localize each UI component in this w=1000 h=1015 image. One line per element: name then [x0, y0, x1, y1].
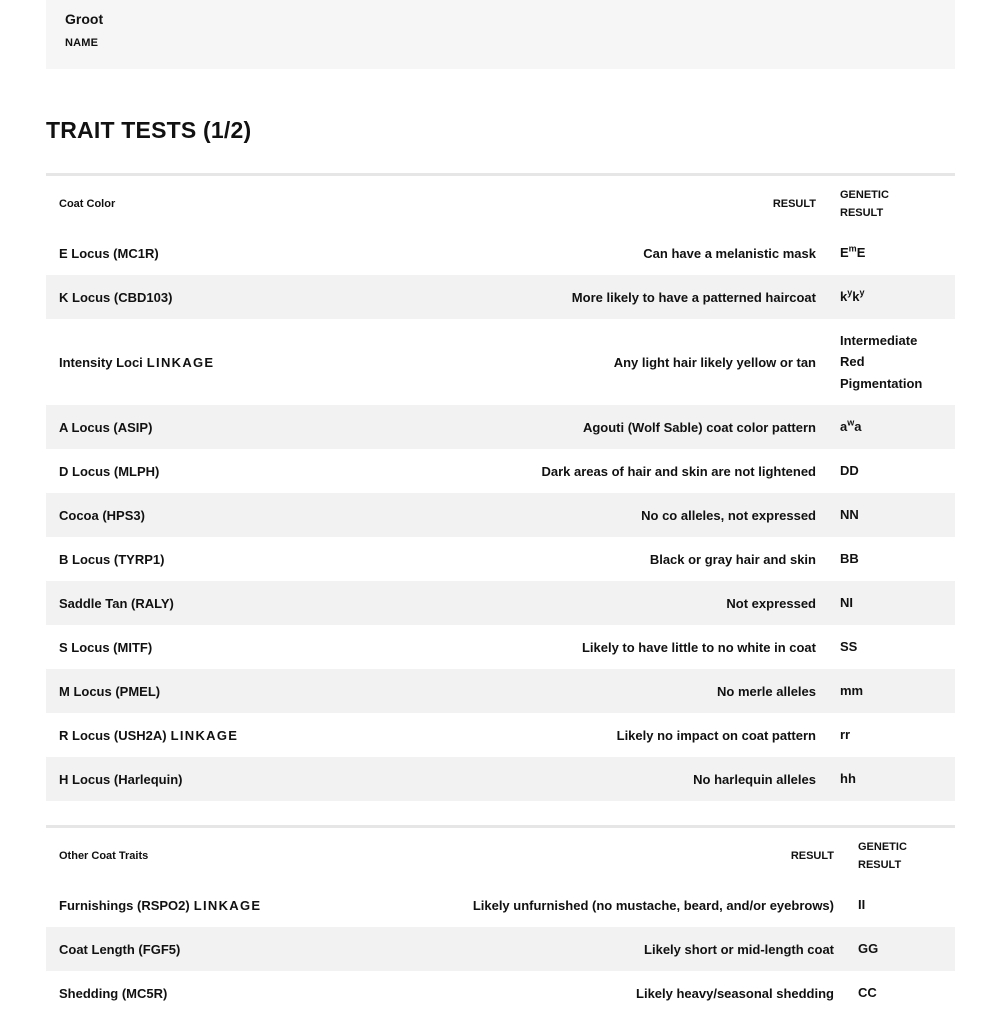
table-row [46, 231, 955, 275]
trait-result: No harlequin alleles [693, 771, 816, 787]
trait-name: K Locus (CBD103) [59, 289, 173, 305]
table-row [46, 757, 955, 801]
genetic-result: CC [858, 985, 877, 1001]
trait-result: Likely to have little to no white in coat [581, 639, 816, 655]
trait-result: Not expressed [726, 595, 816, 611]
linkage-tag: LINKAGE [193, 897, 262, 913]
trait-result: Likely short or mid-length coat [644, 941, 834, 957]
genetic-result: DD [840, 463, 859, 479]
genetic-header-line2: RESULT [858, 858, 902, 871]
trait-name: D Locus (MLPH) [59, 463, 160, 479]
genetic-result: SS [840, 639, 858, 655]
trait-name: E Locus (MC1R) [59, 245, 159, 261]
trait-name: Cocoa (HPS3) [59, 507, 145, 523]
trait-name: Shedding (MC5R) [59, 985, 168, 1001]
table-row [46, 319, 955, 405]
genetic-result: $E^mE$ [840, 243, 866, 261]
trait-name: Saddle Tan (RALY) [59, 595, 174, 611]
section-title: TRAIT TESTS (1/2) [46, 117, 252, 143]
genetic-header-line2: RESULT [840, 206, 884, 219]
genetic-result: II [858, 897, 866, 913]
trait-result: Can have a melanistic mask [643, 245, 816, 261]
dog-name-card [46, 0, 955, 69]
genetic-header-line1: GENETIC [858, 840, 907, 853]
table-row [46, 449, 955, 493]
trait-result: Likely heavy/seasonal shedding [636, 985, 834, 1001]
table-row [46, 883, 955, 927]
table-row [46, 581, 955, 625]
genetic-header-line1: GENETIC [840, 188, 889, 201]
linkage-tag: LINKAGE [146, 354, 215, 370]
genetic-result: Intermediate Red Pigmentation [840, 332, 923, 391]
table-row [46, 275, 955, 319]
table-header-row [46, 827, 955, 884]
trait-name: Furnishings (RSPO2) LINKAGE [59, 897, 262, 913]
trait-result: Black or gray hair and skin [649, 551, 816, 567]
table-header-row [46, 175, 955, 232]
linkage-tag: LINKAGE [170, 727, 239, 743]
table-row [46, 669, 955, 713]
trait-result: No co alleles, not expressed [641, 507, 816, 523]
trait-name: Intensity Loci LINKAGE [59, 354, 215, 370]
genetic-result: rr [840, 727, 851, 743]
trait-name: S Locus (MITF) [59, 639, 153, 655]
other-coat-traits-table [46, 825, 955, 1015]
trait-result: Likely unfurnished (no mustache, beard, and/or eyebrows) [472, 897, 834, 913]
result-header: RESULT [790, 849, 834, 862]
genetic-result: $a^wa$ [840, 417, 862, 435]
trait-result: Agouti (Wolf Sable) coat color pattern [582, 419, 816, 435]
genetic-result: mm [840, 683, 864, 699]
table-row [46, 971, 955, 1015]
table-row [46, 927, 955, 971]
table-row [46, 625, 955, 669]
table-row [46, 713, 955, 757]
trait-name: M Locus (PMEL) [59, 683, 161, 699]
genetic-result: GG [858, 941, 879, 957]
genetic-result: NI [840, 595, 853, 611]
trait-result: More likely to have a patterned haircoat [571, 289, 816, 305]
trait-result: Dark areas of hair and skin are not lightened [541, 463, 816, 479]
trait-name: B Locus (TYRP1) [59, 551, 165, 567]
dog-name-value: Groot [65, 11, 104, 27]
dog-name-label: NAME [65, 37, 99, 49]
genetic-result-header [840, 175, 955, 232]
trait-result: No merle alleles [717, 683, 816, 699]
trait-name: R Locus (USH2A) LINKAGE [59, 727, 239, 743]
table-row [46, 493, 955, 537]
category-header: Other Coat Traits [59, 849, 149, 862]
result-header: RESULT [772, 197, 816, 210]
genetic-result: NN [840, 507, 859, 523]
coat-color-table [46, 173, 955, 801]
trait-result: Likely no impact on coat pattern [616, 727, 816, 743]
genetic-result: $k^yk^y$ [840, 287, 865, 305]
table-row [46, 405, 955, 449]
trait-result: Any light hair likely yellow or tan [613, 354, 816, 370]
trait-name: Coat Length (FGF5) [59, 941, 181, 957]
genetic-result: hh [840, 771, 856, 787]
category-header: Coat Color [59, 197, 116, 210]
trait-name: H Locus (Harlequin) [59, 771, 183, 787]
trait-name: A Locus (ASIP) [59, 419, 153, 435]
genetic-result-header [858, 827, 955, 884]
table-row [46, 537, 955, 581]
genetic-result: BB [840, 551, 859, 567]
